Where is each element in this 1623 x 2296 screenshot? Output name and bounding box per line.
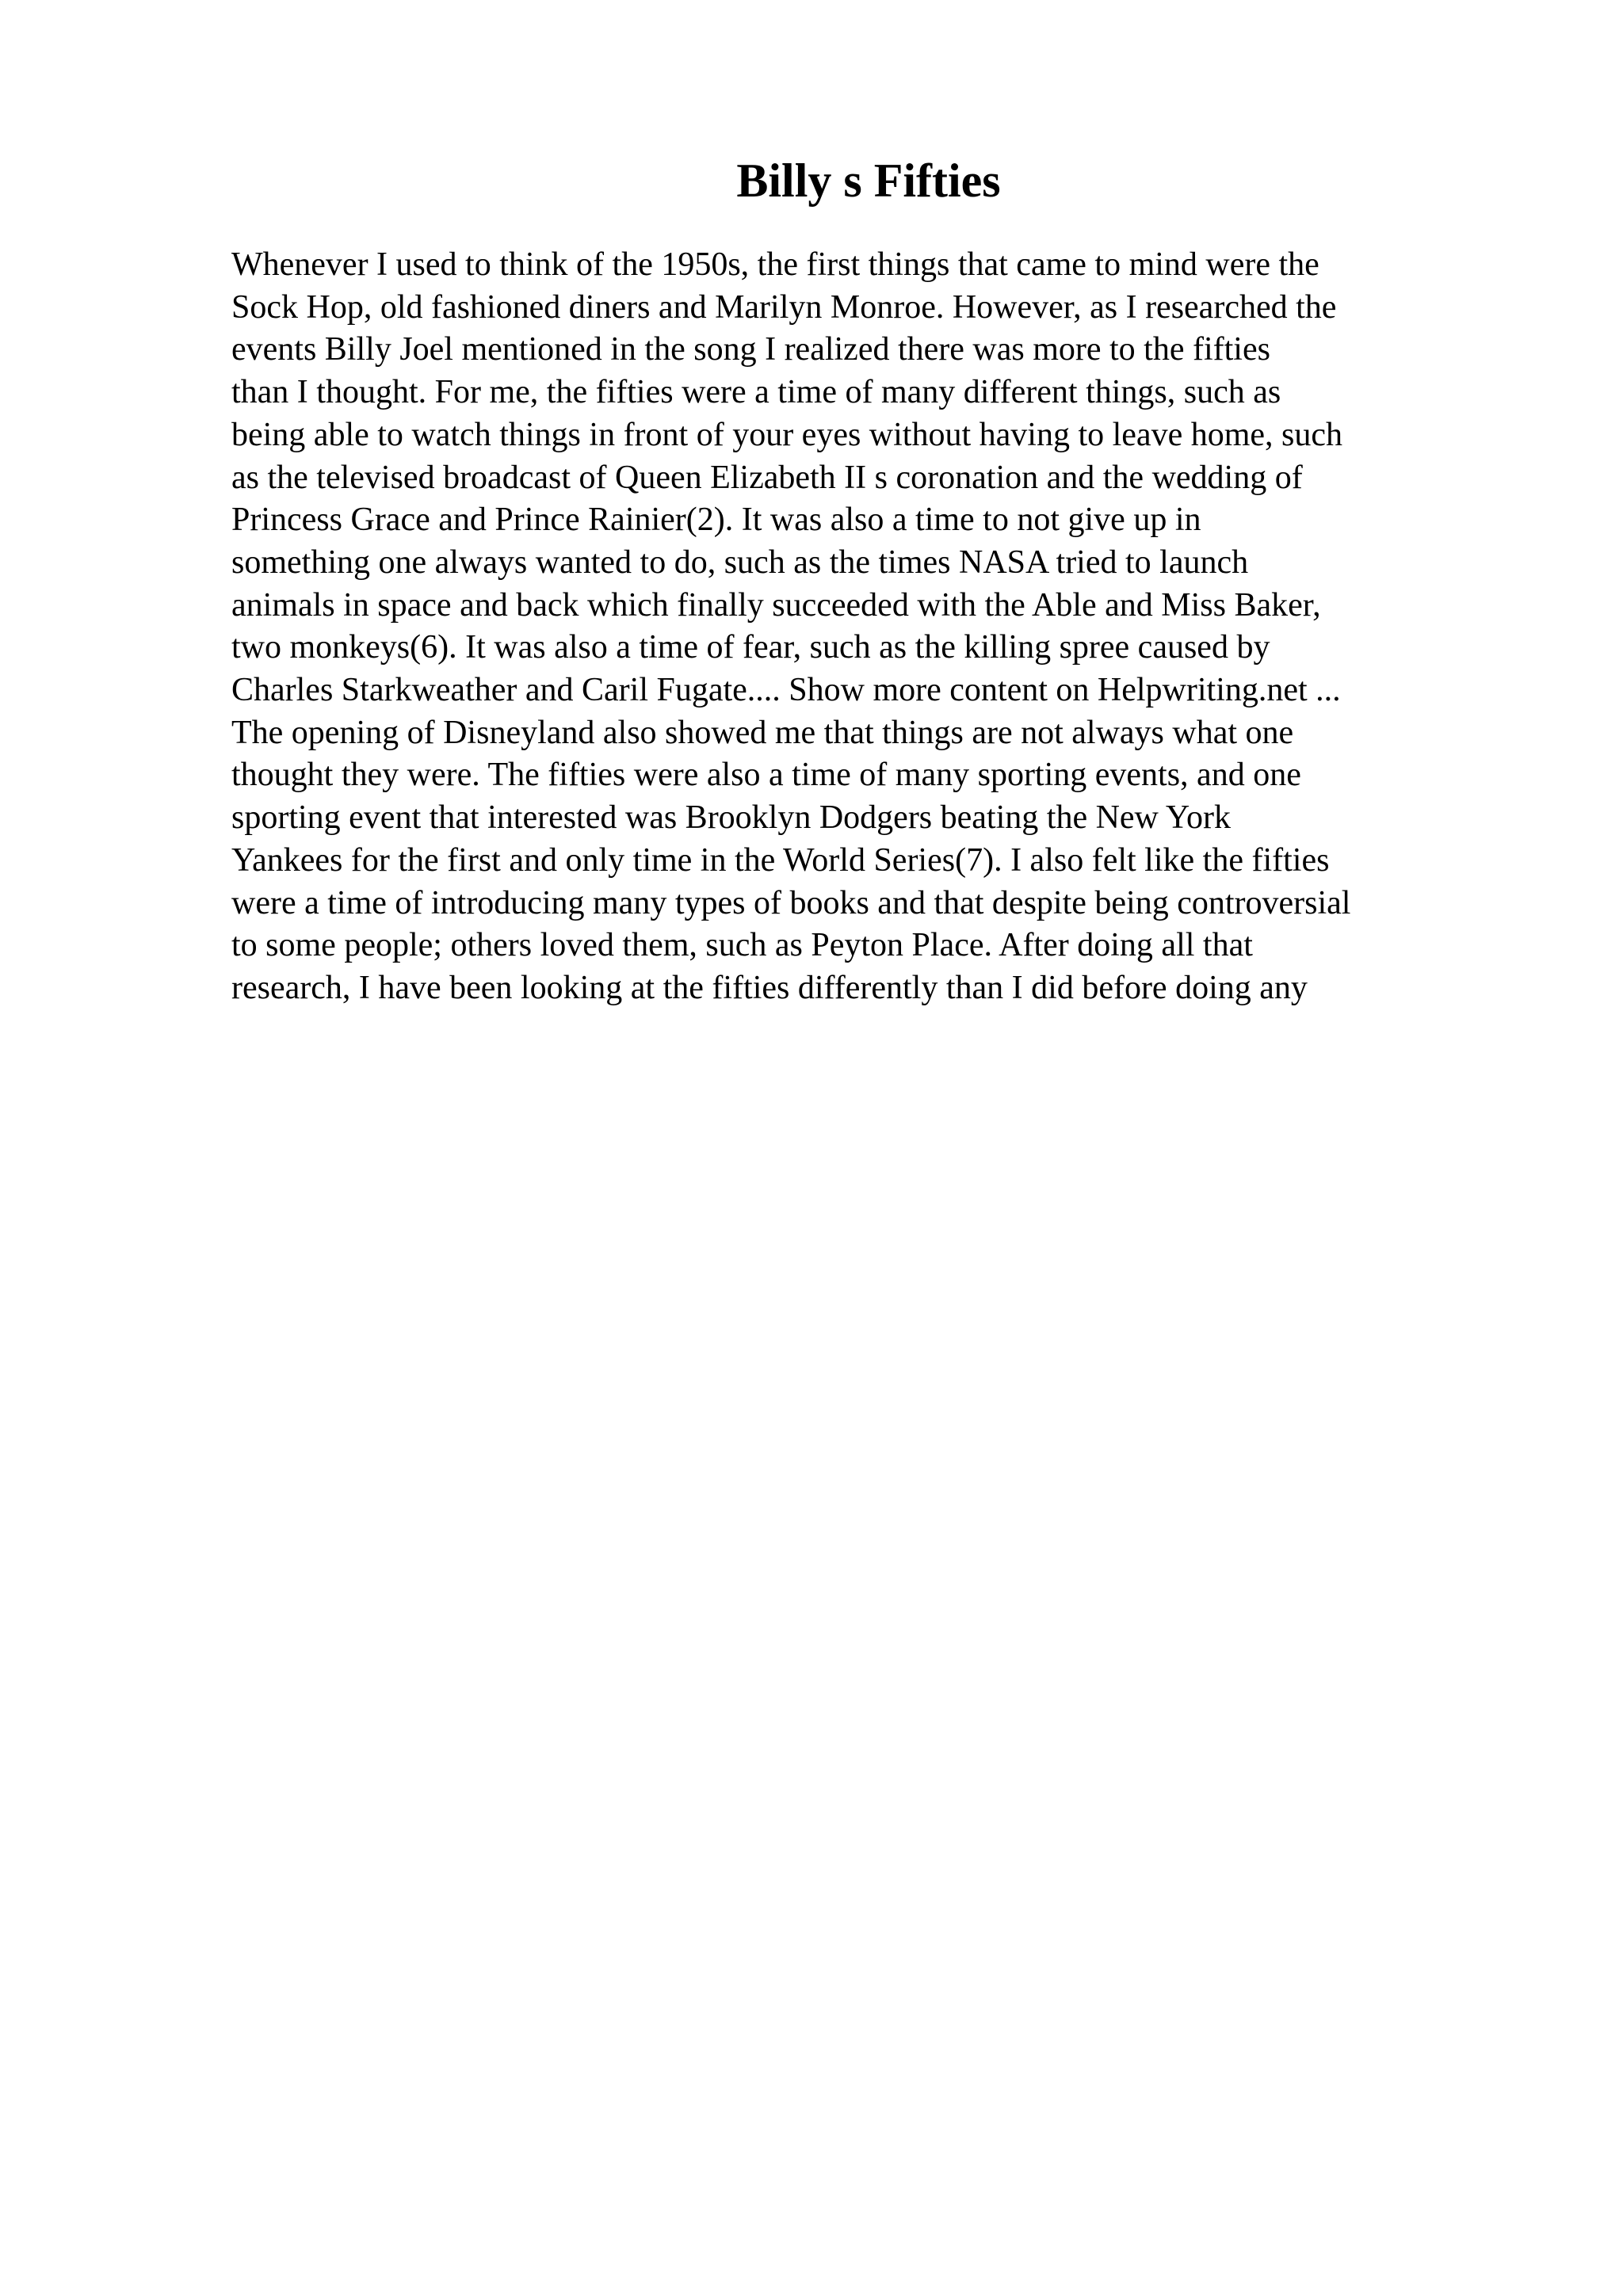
essay-line: sporting event that interested was Brooklyn Dodgers beating the New York: [231, 799, 1231, 837]
essay-line: Sock Hop, old fashioned diners and Marilyn Monroe. However, as I researched the: [231, 288, 1337, 326]
essay-line: animals in space and back which finally succeeded with the Able and Miss Baker,: [231, 586, 1321, 624]
essay-line: Princess Grace and Prince Rainier(2). It was also a time to not give up in: [231, 502, 1201, 539]
essay-body: [231, 244, 1515, 1010]
essay-line: research, I have been looking at the fifties differently than I did before doing any: [231, 969, 1308, 1006]
essay-line: were a time of introducing many types of books and that despite being controversial: [231, 884, 1351, 921]
essay-line: Yankees for the first and only time in the World Series(7). I also felt like the fifties: [231, 841, 1330, 879]
essay-line: being able to watch things in front of your eyes without having to leave home, such: [231, 416, 1343, 453]
essay-line: Whenever I used to think of the 1950s, the first things that came to mind were the: [231, 246, 1319, 283]
essay-line: events Billy Joel mentioned in the song I realized there was more to the fifties: [231, 331, 1270, 368]
document-title: Billy s Fifties: [736, 154, 1001, 207]
essay-line: two monkeys(6). It was also a time of fear, such as the killing spree caused by: [231, 629, 1270, 666]
essay-line: than I thought. For me, the fifties were a time of many different things, such as: [231, 374, 1281, 411]
essay-line: thought they were. The fifties were also a time of many sporting events, and one: [231, 757, 1301, 794]
essay-line: to some people; others loved them, such as Peyton Place. After doing all that: [231, 927, 1253, 964]
essay-line: something one always wanted to do, such as the times NASA tried to launch: [231, 543, 1249, 581]
essay-line-read-more: Charles Starkweather and Caril Fugate.... Show more content on Helpwriting.net ...: [231, 672, 1341, 709]
essay-line: as the televised broadcast of Queen Elizabeth II s coronation and the wedding of: [231, 459, 1303, 496]
essay-line: The opening of Disneyland also showed me that things are not always what one: [231, 714, 1294, 751]
